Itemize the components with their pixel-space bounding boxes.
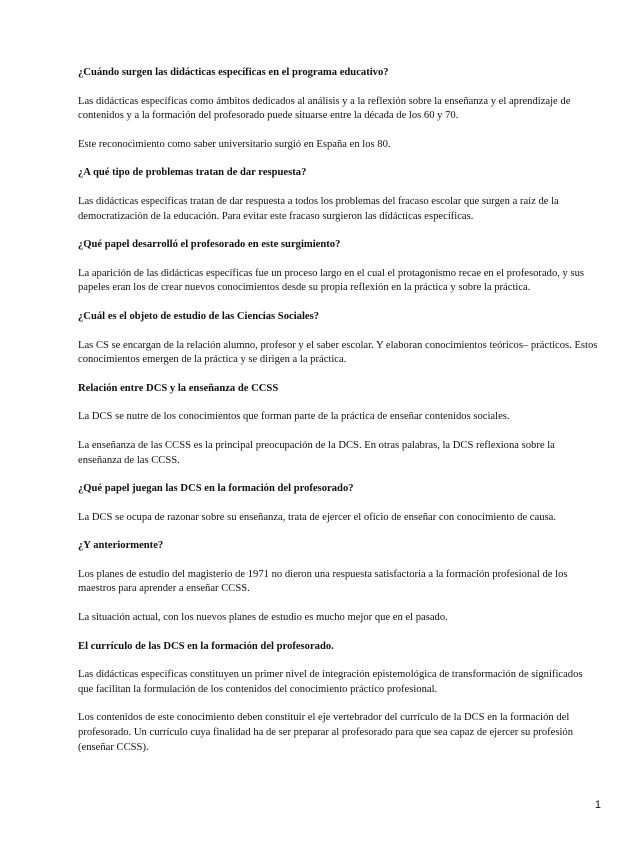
section-heading: ¿A qué tipo de problemas tratan de dar respuesta? [78,167,307,179]
section-heading: Relación entre DCS y la enseñanza de CCSS [78,382,279,394]
paragraph: Las didácticas específicas constituyen un primer nivel de integración epistemológica de transformación de significados que facilitan la formulación de los contenidos del conocimiento práctico profesional. [78,669,583,695]
paragraph: La DCS se ocupa de razonar sobre su enseñanza, trata de ejercer el oficio de enseñar con conocimiento de causa. [78,511,556,523]
section-2 [78,166,598,224]
section-heading: ¿Qué papel juegan las DCS en la formación del profesorado? [78,483,354,495]
paragraph: Los contenidos de este conocimiento deben constituir el eje vertebrador del currículo de la DCS en la formación del profesorado. Un currículo cuya finalidad ha de ser preparar al profesorado para que sea capaz de ejercer su profesión (enseñar CCSS). [78,712,574,753]
section-4 [78,310,598,368]
paragraph: Las didácticas específicas como ámbitos dedicados al análisis y a la reflexión sobre la enseñanza y el aprendizaje de contenidos y a la formación del profesorado puede situarse entre la década de los 60 y 70. [78,95,571,122]
section-heading: ¿Qué papel desarrolló el profesorado en este surgimiento? [78,239,341,251]
paragraph: Las didácticas específicas tratan de dar respuesta a todos los problemas del fracaso escolar que surgen a raíz de la democratización de la educación. Para evitar este fracaso surgieron las didácticas específicas. [78,195,559,222]
page-number: 1 [594,799,601,811]
paragraph: La DCS se nutre de los conocimientos que forman parte de la práctica de enseñar contenidos sociales. [78,411,510,423]
paragraph: Este reconocimiento como saber universitario surgió en España en los 80. [78,138,391,150]
section-heading: ¿Cuál es el objeto de estudio de las Ciencias Sociales? [78,310,320,322]
section-1 [78,66,598,152]
paragraph: La situación actual, con los nuevos planes de estudio es mucho mejor que en el pasado. [78,612,448,624]
section-5 [78,382,598,468]
paragraph: La aparición de las didácticas específicas fue un proceso largo en el cual el protagonismo recae en el profesorado, y sus papeles eran los de crear nuevos conocimientos desde su propia reflexión en la práctica y sobre la práctica. [78,267,585,294]
document-page [78,66,598,769]
paragraph: Los planes de estudio del magisterio de 1971 no dieron una respuesta satisfactoria a la formación profesional de los maestros para aprender a enseñar CCSS. [78,568,568,595]
paragraph: Las CS se encargan de la relación alumno, profesor y el saber escolar. Y elaboran conocimientos teóricos– prácticos. Estos conocimientos emergen de la práctica y se dirigen a la práctica. [78,339,598,366]
section-heading: El currículo de las DCS en la formación del profesorado. [78,640,334,652]
section-8 [78,640,598,756]
section-7 [78,539,598,625]
paragraph: La enseñanza de las CCSS es la principal preocupación de la DCS. En otras palabras, la DCS reflexiona sobre la enseñanza de las CCSS. [78,439,555,466]
section-3 [78,238,598,296]
section-6 [78,482,598,525]
section-heading: ¿Y anteriormente? [78,540,164,552]
section-heading: ¿Cuándo surgen las didácticas específicas en el programa educativo? [78,67,389,78]
